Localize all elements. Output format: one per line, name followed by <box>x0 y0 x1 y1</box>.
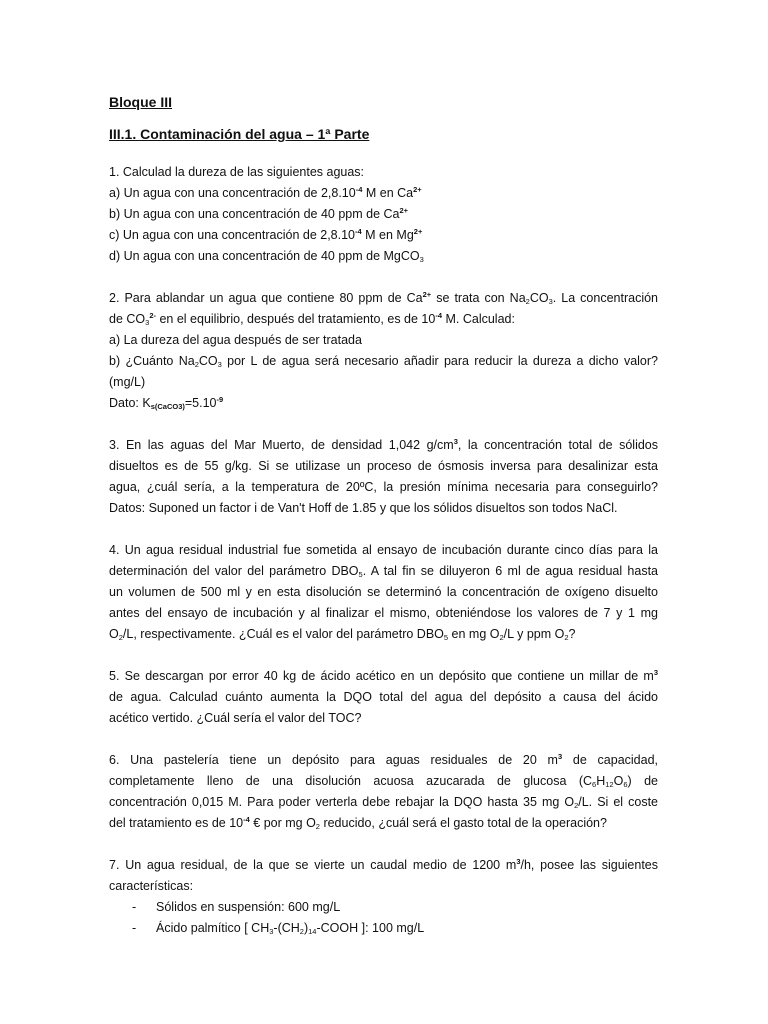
p6-line-2: completamente lleno de una disolución acuosa azucarada de glucosa $(C_6H_{12}O_6)$ de <box>109 774 658 789</box>
p7-line-1: 7. Un agua residual, de la que se vierte un caudal medio de 1200 $m^3/h$, posee las siguientes <box>109 857 658 872</box>
bullet-dash: - <box>132 900 137 914</box>
p5-line-1: 5. Se descargan por error 40 kg de ácido acético en un depósito que contiene un millar de $m^3$ <box>109 668 658 683</box>
p1-intro: 1. Calculad la dureza de las siguientes aguas: <box>109 165 365 179</box>
p7-line-2: características: <box>109 879 194 893</box>
p4-line-4: antes del ensayo de incubación y al finalizar el mismo, obteniéndose los valores de 7 y 1 mg <box>109 606 658 620</box>
p4-line-1: 4. Un agua residual industrial fue sometida al ensayo de incubación durante cinco días para la <box>109 543 658 557</box>
p3-line-3: agua, ¿cuál sería, a la temperatura de 20ºC, la presión mínima necesaria para conseguirlo? <box>109 480 658 494</box>
p6-line-3: concentración 0,015 M. Para poder verterla debe rebajar la DQO hasta 35 mg $O_2/L$. Si el coste <box>109 795 658 810</box>
p1-item-d: d) Un agua con una concentración de 40 ppm de MgCO$_3$ <box>109 249 424 264</box>
p4-line-3: un volumen de 500 ml y en esta disolución se determinó la concentración de oxígeno disuelto <box>109 585 658 599</box>
section-title: III.1. Contaminación del agua – 1ª Parte <box>109 126 370 142</box>
p5-line-3: acético vertido. ¿Cuál sería el valor del TOC? <box>109 711 362 725</box>
p2-line-1: 2. Para ablandar un agua que contiene 80 ppm de $Ca^{2+}$ se trata con $Na_2CO_3$. La concentración <box>109 290 658 306</box>
p1-item-b: b) Un agua con una concentración de 40 ppm de $Ca^{2+}$ <box>109 206 409 221</box>
p4-line-5: $O_2/L$, respectivamente. ¿Cuál es el valor del parámetro $DBO_5$ en mg $O_2/L$ y ppm $O_2$? <box>109 627 576 642</box>
p1-item-c: c) Un agua con una concentración de $2,8.10^{-4}$ M en $Mg^{2+}$ <box>109 227 423 242</box>
p2-item-a: a) La dureza del agua después de ser tratada <box>109 333 362 347</box>
p2-item-b: b) ¿Cuánto $Na_2CO_3$ por L de agua será necesario añadir para reducir la dureza a dicho valor? <box>109 354 658 369</box>
p6-line-1: 6. Una pastelería tiene un depósito para aguas residuales de 20 $m^3$ de capacidad, <box>109 752 659 767</box>
p2-line-2: de $CO_3^{2-}$ en el equilibrio, después del tratamiento, es de $10^{-4}$ M. Calculad: <box>109 311 515 327</box>
p2-units: (mg/L) <box>109 375 146 389</box>
p3-line-4: Datos: Suponed un factor i de Van't Hoff de 1.85 y que los sólidos disueltos son todos NaCl. <box>109 501 618 515</box>
bullet-dash: - <box>132 921 137 935</box>
p5-line-2: de agua. Calculad cuánto aumenta la DQO total del agua del depósito a causa del ácido <box>109 690 658 704</box>
p6-line-4: del tratamiento es de $10^{-4}$ € por mg $O_2$ reducido, ¿cuál será el gasto total de la operación? <box>109 815 607 831</box>
p3-line-2: disueltos es de 55 g/kg. Si se utilizase un proceso de ósmosis inversa para desalinizar esta <box>109 459 658 473</box>
p2-data: Dato: $K_{s(CaCO3)}=5.10^{-9}$ <box>109 395 224 411</box>
block-title: Bloque III <box>109 94 172 110</box>
p4-line-2: determinación del valor del parámetro $DBO_5$. A tal fin se diluyeron 6 ml de agua residual hasta <box>109 564 658 579</box>
p3-line-1: 3. En las aguas del Mar Muerto, de densidad 1,042 $g/cm^3$, la concentración total de sólidos <box>109 437 658 452</box>
p7-bullet-1-text: Sólidos en suspensión: 600 mg/L <box>156 900 341 914</box>
p1-item-a: a) Un agua con una concentración de $2,8.10^{-4}$ M en $Ca^{2+}$ <box>109 185 422 200</box>
p7-bullet-2-text: Ácido palmítico [ $CH_3-(CH_2)_{14}$-COOH ]: 100 mg/L <box>156 921 425 936</box>
